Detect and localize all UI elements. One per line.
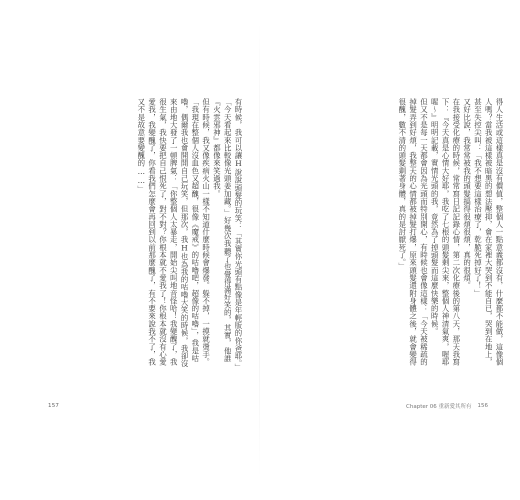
right-paragraph-1: 得人生活或這樣真是沒有價值，整個人一點意義都沒有，什麼都不能做，這像個人嗎？當我被這樣被暗黑的想法壓抑，會在家裡大哭到不能自已，哭到在地上，甚至失控尖叫：「我不想要這樣治療了，乾脆死掉好了！」 xyxy=(473,98,504,366)
right-page xyxy=(260,0,520,500)
right-paragraph-2: 又好比說，我常常被我的頭髮搞得很煩很煩，真的很煩。 xyxy=(462,98,472,290)
left-paragraph-1: 有時候，我可以讓H說說頭髮的玩笑：「其實你光頭有點像是年輕版的你爸耶。」「今天看起來比較像光頭姜加藏。」好幾次我聽了也覺得滿好笑的，其實，他誰『火雲邪神』都像來笑過我。 xyxy=(212,98,243,372)
running-head: Chapter 06 重新愛其所有 xyxy=(406,404,472,410)
left-page xyxy=(0,0,259,500)
right-paragraph-3: 在我接受化療的時候，常常寫日記記錄心情，第二次化療後的第八天，那天我寫下：『今天真是心情大好耶，我吃了七根的頭髮剩尖來，整個人神清氣爽，喔耶喔～』明明記載，實情光頭的我，竟然為了掉頭髮而這麼快樂的時候。 xyxy=(430,98,461,366)
right-footer xyxy=(406,402,488,410)
right-page-body xyxy=(274,98,504,373)
right-page-number: 156 xyxy=(477,403,488,409)
left-page-number: 157 xyxy=(48,403,60,409)
right-paragraph-4: 但又不是每一天都會因為光頭而特別開心，有時候也會像這樣：「今天被稀疏的掉髮弄到好煩，我整天的心情都被掉髮打爆，原來頭髮還附身體之後，就會變得很醜，數不清的頭髮剩著身體，真的是討厭死了。」 xyxy=(397,98,429,366)
left-paragraph-3: 「我現在整個人沒血色又超醜，很像《魔戒》的咕嚕吧，超像的咕嚕」，我是咕嚕，偶爾我也會開開自己玩笑，但那次，我H也為我的咕嚕大笑的時候，我卻沒來由地大發了一頓脾氣：「你整個人太暴走，開始尖叫地音怪哈！我變醜了，我很生氣，我快要把自己恨死了，對不對？你根本就不愛我了！你根本就沒有心愛愛我，我變醜了，你看我們怎麼會再回到以前那麼醜了，有不要來說我不了，我又不是故意要變醜的……」 xyxy=(136,98,200,368)
left-paragraph-2: 但有時候，我又像疾病火山一樣不知道什麼時候會爆發。躲不掉，一摸就燙手。 xyxy=(201,98,211,366)
left-page-body xyxy=(18,98,243,373)
